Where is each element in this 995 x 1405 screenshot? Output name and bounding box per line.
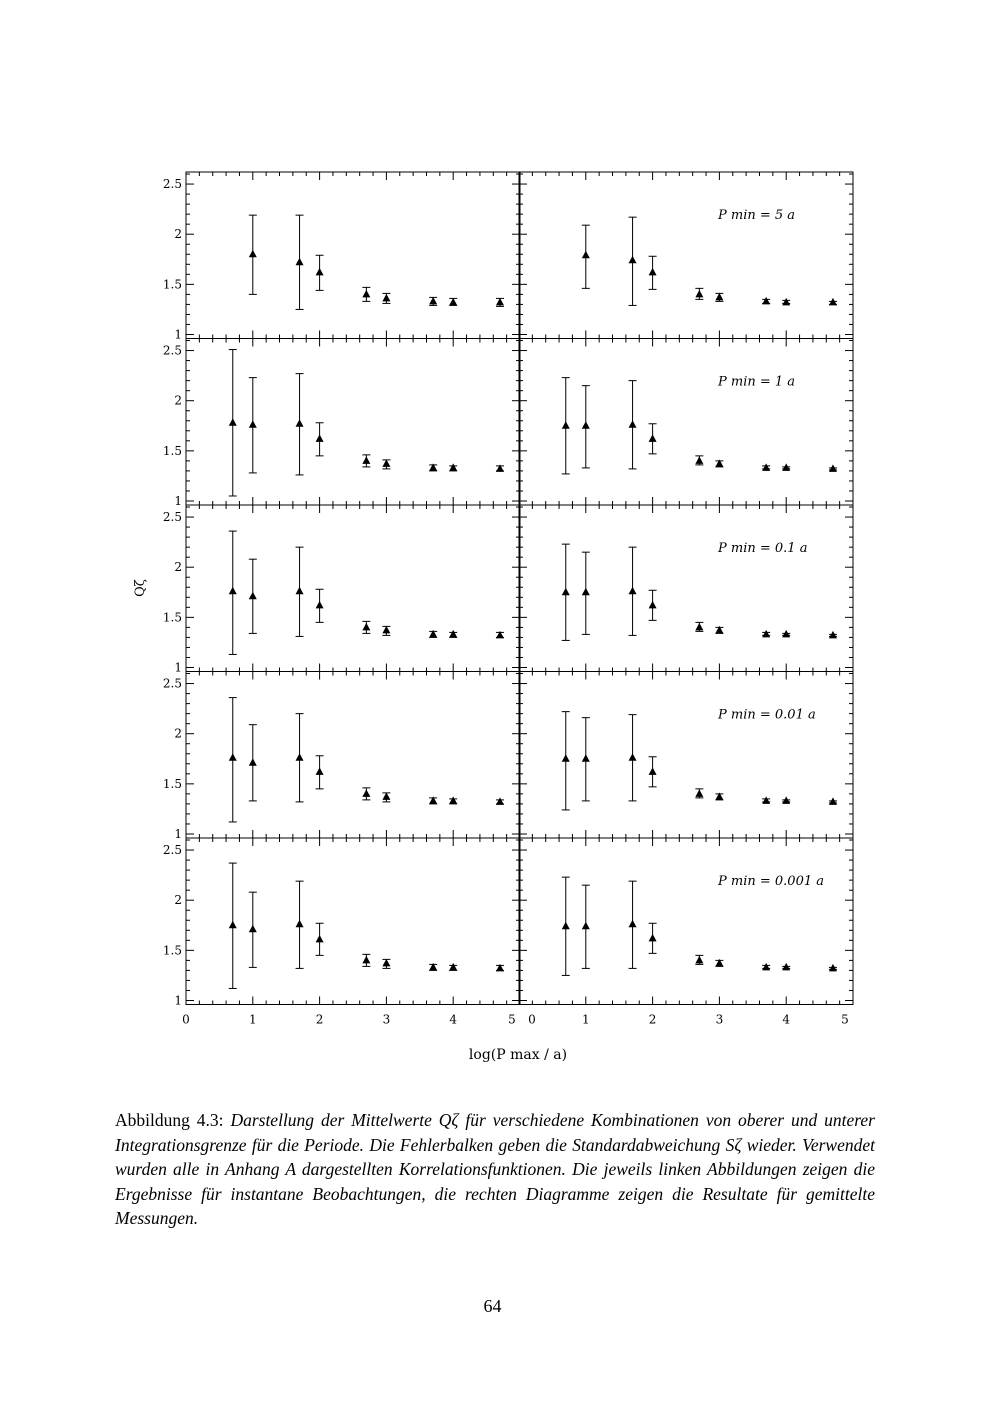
page-number: 64 — [483, 1296, 502, 1316]
y-tick-label: 2 — [174, 227, 182, 242]
panel-frame — [186, 339, 520, 506]
x-tick-label: 2 — [648, 1012, 657, 1027]
data-point — [562, 544, 570, 640]
y-tick-label: 1.5 — [162, 943, 182, 958]
triangle-marker — [449, 963, 457, 971]
triangle-marker — [782, 298, 790, 306]
data-point — [695, 622, 703, 631]
data-point — [449, 963, 457, 971]
data-point — [582, 552, 590, 634]
triangle-marker — [229, 921, 237, 929]
data-point — [829, 964, 837, 972]
y-tick-label: 2.5 — [162, 510, 182, 525]
x-tick-label: 0 — [528, 1012, 536, 1027]
caption-text: Darstellung der Mittelwerte Qζ für verschiedene Kombinationen von oberer und unterer Integrationsgrenze für die Periode. Die Fehlerbalken geben die Standardabweichung Sζ wieder. Verwendet wurden alle in Anhang A dargestellten Korrelationsfunktionen. Die jeweils linken Abbildungen zeigen die Ergebnisse für instantane Beobachtungen, die rechten Diagramme zeigen die Resultate für gemittelte Messungen. — [115, 1110, 875, 1228]
triangle-marker — [249, 420, 257, 428]
data-point — [229, 698, 237, 822]
data-point — [829, 464, 837, 472]
data-point — [362, 455, 370, 467]
triangle-marker — [629, 587, 637, 595]
triangle-marker — [296, 419, 304, 427]
data-point — [249, 215, 257, 294]
data-point — [782, 298, 790, 306]
triangle-marker — [496, 797, 504, 805]
y-tick-label: 2 — [174, 393, 182, 408]
data-point — [429, 463, 437, 471]
panel-r0c1 — [519, 172, 853, 339]
data-point — [782, 630, 790, 638]
data-point — [649, 757, 657, 787]
data-point — [429, 963, 437, 971]
triangle-marker — [316, 268, 324, 276]
data-point — [296, 881, 304, 968]
y-tick-label: 2 — [174, 726, 182, 741]
y-tick-label: 2.5 — [162, 843, 182, 858]
triangle-marker — [582, 922, 590, 930]
data-point — [316, 589, 324, 622]
data-point — [449, 298, 457, 306]
data-point — [629, 381, 637, 469]
triangle-marker — [629, 753, 637, 761]
x-tick-label: 4 — [449, 1012, 458, 1027]
triangle-marker — [449, 630, 457, 638]
data-point — [582, 718, 590, 801]
panel-frame — [519, 672, 853, 839]
data-point — [229, 863, 237, 988]
y-axis-label: Qζ — [133, 579, 148, 597]
triangle-marker — [449, 298, 457, 306]
x-tick-label: 4 — [782, 1012, 791, 1027]
y-tick-label: 1.5 — [162, 776, 182, 791]
data-point — [715, 626, 723, 634]
triangle-marker — [316, 935, 324, 943]
panel-r3c0 — [163, 672, 520, 842]
data-point — [782, 796, 790, 804]
data-point — [649, 590, 657, 620]
panel-frame — [519, 838, 853, 1005]
y-tick-label: 1.5 — [162, 610, 182, 625]
y-tick-label: 2.5 — [162, 343, 182, 358]
data-point — [296, 547, 304, 636]
y-tick-label: 1.5 — [162, 277, 182, 292]
panel-frame — [186, 172, 520, 339]
data-point — [449, 463, 457, 471]
triangle-marker — [649, 268, 657, 276]
panel-r0c0 — [163, 172, 520, 342]
triangle-marker — [362, 789, 370, 797]
panel-frame — [186, 505, 520, 672]
data-point — [496, 298, 504, 307]
triangle-marker — [429, 297, 437, 305]
panel-annotation: P min = 5 a — [718, 208, 796, 223]
data-point — [229, 350, 237, 496]
panel-frame — [519, 339, 853, 506]
data-point — [762, 796, 770, 804]
x-tick-label: 1 — [581, 1012, 590, 1027]
data-point — [362, 287, 370, 301]
triangle-marker — [762, 796, 770, 804]
data-point — [695, 288, 703, 299]
data-point — [762, 630, 770, 638]
triangle-marker — [695, 290, 703, 298]
data-point — [829, 631, 837, 639]
data-point — [829, 298, 837, 306]
panel-grid — [163, 172, 853, 1027]
figure-caption — [115, 1108, 875, 1231]
triangle-marker — [296, 587, 304, 595]
triangle-marker — [382, 959, 390, 967]
triangle-marker — [762, 463, 770, 471]
triangle-marker — [382, 626, 390, 634]
triangle-marker — [449, 796, 457, 804]
triangle-marker — [582, 754, 590, 762]
triangle-marker — [362, 623, 370, 631]
data-point — [249, 378, 257, 473]
data-point — [362, 954, 370, 966]
triangle-marker — [695, 956, 703, 964]
triangle-marker — [562, 588, 570, 596]
panel-annotation: P min = 0.01 a — [718, 707, 816, 723]
panel-r1c1 — [519, 339, 853, 506]
triangle-marker — [382, 792, 390, 800]
triangle-marker — [229, 418, 237, 426]
data-point — [695, 789, 703, 798]
triangle-marker — [316, 434, 324, 442]
x-tick-label: 1 — [248, 1012, 257, 1027]
panel-frame — [519, 172, 853, 339]
data-point — [249, 559, 257, 633]
y-tick-label: 2 — [174, 893, 182, 908]
data-point — [695, 955, 703, 964]
triangle-marker — [582, 251, 590, 259]
data-point — [562, 877, 570, 975]
triangle-marker — [762, 963, 770, 971]
triangle-marker — [649, 601, 657, 609]
y-tick-label: 1 — [174, 327, 182, 342]
panel-r3c1 — [519, 672, 853, 839]
data-point — [382, 626, 390, 636]
data-point — [582, 225, 590, 288]
triangle-marker — [629, 256, 637, 263]
data-point — [316, 756, 324, 789]
data-point — [382, 293, 390, 303]
triangle-marker — [582, 421, 590, 429]
data-point — [649, 256, 657, 289]
triangle-marker — [382, 294, 390, 302]
x-tick-label: 2 — [315, 1012, 324, 1027]
triangle-marker — [449, 463, 457, 471]
triangle-marker — [695, 456, 703, 464]
triangle-marker — [649, 434, 657, 442]
panel-annotation: P min = 0.1 a — [718, 541, 808, 556]
triangle-marker — [249, 592, 257, 600]
triangle-marker — [762, 297, 770, 305]
data-point — [496, 464, 504, 472]
triangle-marker — [562, 754, 570, 762]
data-point — [449, 630, 457, 638]
x-tick-label: 5 — [508, 1012, 516, 1027]
triangle-marker — [316, 601, 324, 609]
data-point — [582, 386, 590, 468]
data-point — [296, 374, 304, 475]
caption-label: Abbildung 4.3: — [115, 1110, 224, 1130]
triangle-marker — [296, 920, 304, 928]
panel-frame — [519, 505, 853, 672]
data-point — [715, 459, 723, 467]
triangle-marker — [496, 298, 504, 306]
triangle-marker — [249, 250, 257, 258]
x-axis-label: log(P max / a) — [468, 1047, 568, 1063]
triangle-marker — [649, 934, 657, 942]
y-tick-label: 2.5 — [162, 676, 182, 691]
data-point — [629, 715, 637, 801]
panel-r1c0 — [163, 339, 520, 509]
panel-annotation: P min = 0.001 a — [718, 874, 824, 889]
data-point — [562, 378, 570, 474]
triangle-marker — [362, 956, 370, 964]
data-point — [296, 714, 304, 802]
triangle-marker — [229, 587, 237, 595]
triangle-marker — [249, 758, 257, 766]
data-point — [429, 630, 437, 638]
triangle-marker — [629, 420, 637, 428]
x-tick-label: 3 — [382, 1012, 391, 1027]
x-tick-label: 3 — [715, 1012, 724, 1027]
data-point — [715, 792, 723, 800]
y-tick-label: 1 — [174, 993, 182, 1008]
data-point — [829, 797, 837, 805]
data-point — [429, 796, 437, 804]
y-tick-label: 1 — [174, 494, 182, 508]
data-point — [715, 959, 723, 967]
data-point — [629, 217, 637, 305]
triangle-marker — [296, 258, 304, 266]
triangle-marker — [382, 459, 390, 467]
data-point — [629, 881, 637, 968]
data-point — [316, 255, 324, 290]
data-point — [762, 463, 770, 471]
triangle-marker — [229, 753, 237, 761]
data-point — [362, 788, 370, 800]
triangle-marker — [582, 588, 590, 596]
y-tick-label: 1 — [174, 827, 182, 841]
x-tick-label: 5 — [841, 1012, 849, 1027]
data-point — [582, 885, 590, 968]
panel-r2c0 — [163, 505, 520, 675]
data-point — [715, 293, 723, 302]
triangle-marker — [362, 290, 370, 298]
data-point — [695, 456, 703, 465]
data-point — [249, 892, 257, 967]
data-point — [629, 547, 637, 635]
data-point — [316, 423, 324, 456]
data-point — [649, 424, 657, 454]
data-point — [362, 621, 370, 633]
data-point — [762, 963, 770, 971]
triangle-marker — [649, 767, 657, 775]
data-point — [649, 923, 657, 953]
panel-r2c1 — [519, 505, 853, 672]
data-point — [429, 297, 437, 306]
y-tick-label: 1 — [174, 660, 182, 675]
triangle-marker — [762, 630, 770, 638]
panel-frame — [186, 672, 520, 839]
data-point — [382, 792, 390, 802]
triangle-marker — [562, 421, 570, 429]
data-point — [762, 297, 770, 305]
y-tick-label: 2 — [174, 560, 182, 575]
panel-r4c1 — [519, 838, 853, 1027]
data-point — [782, 463, 790, 471]
data-point — [562, 712, 570, 810]
data-point — [382, 459, 390, 469]
data-point — [496, 797, 504, 805]
data-point — [782, 963, 790, 971]
data-point — [249, 725, 257, 801]
panel-r4c0 — [163, 838, 520, 1027]
triangle-marker — [562, 922, 570, 930]
triangle-marker — [629, 920, 637, 928]
triangle-marker — [362, 456, 370, 464]
triangle-marker — [249, 925, 257, 933]
data-point — [316, 923, 324, 955]
data-point — [449, 796, 457, 804]
triangle-marker — [296, 753, 304, 761]
data-point — [229, 531, 237, 654]
y-tick-label: 1.5 — [162, 443, 182, 458]
triangle-marker — [316, 767, 324, 775]
data-point — [296, 215, 304, 309]
panel-annotation: P min = 1 a — [718, 374, 796, 390]
x-tick-label: 0 — [182, 1012, 190, 1027]
data-point — [382, 959, 390, 969]
y-tick-label: 2.5 — [162, 177, 182, 192]
triangle-marker — [695, 789, 703, 797]
triangle-marker — [715, 293, 723, 301]
triangle-marker — [695, 623, 703, 631]
data-point — [496, 964, 504, 972]
data-point — [496, 631, 504, 639]
